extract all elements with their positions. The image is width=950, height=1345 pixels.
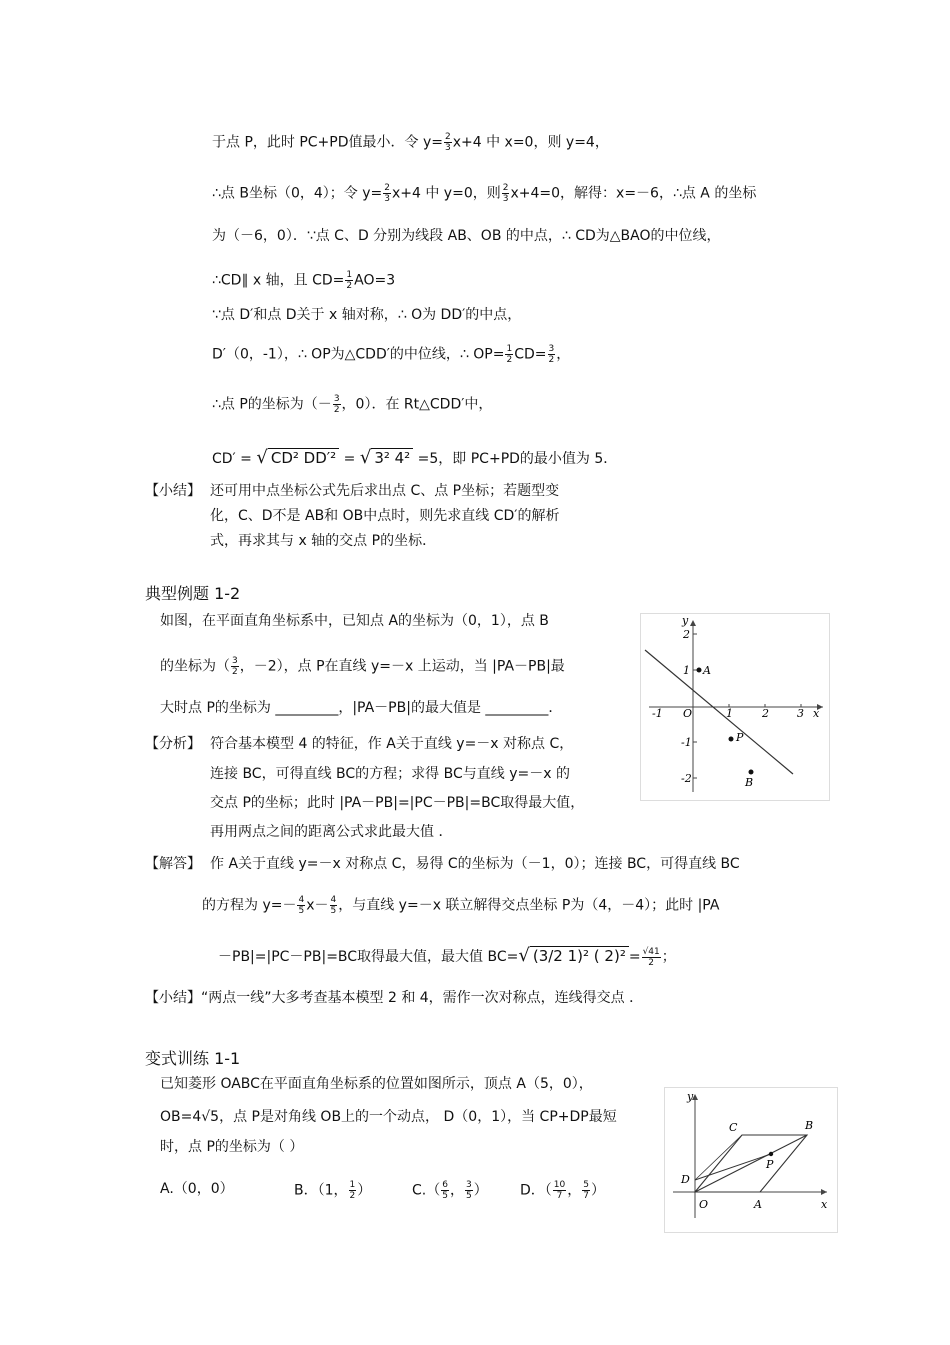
heading-variant-1-1: 变式训练 1-1 — [145, 1049, 241, 1068]
axis-label: y — [682, 614, 689, 627]
fraction: $\frac{3}{5}$ — [465, 1180, 472, 1201]
segment-dp — [695, 1154, 771, 1180]
variant-question-line-1: 已知菱形 OABC在平面直角坐标系的位置如图所示，顶点 A（5，0）， — [160, 1076, 593, 1092]
x-axis-arrow — [821, 1189, 827, 1195]
point-b — [749, 770, 754, 775]
rhombus-figure — [664, 1087, 838, 1233]
axis-label: x — [813, 707, 820, 720]
point-a — [697, 668, 702, 673]
question-line-2: 的坐标为（ $\frac{3}{2}$ ，－2），点 P在直线 y=－x 上运动，当 |PA－PB|最 — [160, 656, 565, 677]
summary-line-2: 化，C、D不是 AB和 OB中点时，则先求直线 CD′的解析 — [210, 508, 560, 524]
tick-label: -1 — [681, 736, 692, 749]
fraction: $\frac{4}{5}$ — [298, 895, 305, 916]
radical-sign: √ — [256, 447, 268, 468]
variant-question-line-3: 时，点 P的坐标为（ ） — [160, 1139, 304, 1155]
point-p — [729, 737, 734, 742]
fraction: $\frac{2}{3}$ — [502, 183, 509, 204]
axis-label: y — [687, 1090, 694, 1103]
solution-line-7: ∴点 P的坐标为（－ $\frac{3}{2}$ ，0）．在 Rt△CDD′中， — [212, 394, 493, 415]
tick-label: 1 — [726, 707, 733, 720]
tick-label: 3 — [797, 707, 804, 720]
answer-line-1: 作 A关于直线 y=－x 对称点 C，易得 C的坐标为（－1，0）；连接 BC，可得直线 BC — [210, 856, 740, 872]
answer-line-2: 的方程为 y=－ $\frac{4}{5}$ x－ $\frac{4}{5}$ ，与直线 y=－x 联立解得交点坐标 P为（4，－4）；此时 |PA — [202, 895, 720, 916]
summary-line-1: 还可用中点坐标公式先后求出点 C、点 P坐标；若题型变 — [210, 483, 560, 499]
solution-line-1: 于点 P，此时 PC+PD值最小．令 y= $\frac{2}{3}$ x+4 中 x=0，则 y=4， — [212, 132, 609, 153]
analysis-line-2: 连接 BC，可得直线 BC的方程；求得 BC与直线 y=－x 的 — [210, 766, 570, 782]
fraction: $\frac{3}{2}$ — [232, 656, 238, 677]
fraction: $\frac{5}{7}$ — [583, 1180, 589, 1201]
fraction: $\frac{√41}{2}$ — [642, 946, 660, 968]
radicand: CD² DD′² — [268, 448, 339, 467]
fraction: $\frac{3}{2}$ — [333, 394, 340, 415]
solution-line-8: CD′ = √ CD² DD′² = √ 3² 4² =5，即 PC+PD的最小值为 5． — [212, 447, 618, 468]
summary-line-3: 式，再求其与 x 轴的交点 P的坐标． — [210, 533, 437, 549]
fraction: $\frac{1}{2}$ — [346, 270, 353, 291]
segment-cd — [695, 1135, 742, 1180]
point-label: O — [699, 1198, 709, 1211]
analysis-line-3: 交点 P的坐标；此时 |PA－PB|=|PC－PB|=BC取得最大值， — [210, 795, 585, 811]
radicand: (3/2 1)² ( 2)² — [530, 946, 629, 965]
option-b: B．（1， $\frac{1}{2}$ ） — [294, 1180, 372, 1201]
option-d: D．（ $\frac{10}{7}$ ， $\frac{5}{7}$ ） — [520, 1180, 605, 1201]
question-line-1: 如图，在平面直角坐标系中，已知点 A的坐标为（0，1），点 B — [160, 613, 549, 629]
radical-sign: √ — [359, 447, 372, 468]
fraction: $\frac{2}{3}$ — [444, 132, 451, 153]
solution-line-5: ∵点 D′和点 D关于 x 轴对称，∴ O为 DD′的中点， — [212, 307, 522, 323]
point-label: D — [681, 1173, 690, 1186]
figure-1-svg — [641, 614, 829, 800]
answer-line-3: －PB|=|PC－PB|=BC取得最大值，最大值 BC=√ (3/2 1)² ( 2)² = $\frac{√41}{2}$ ； — [218, 945, 676, 968]
tick-label: -1 — [652, 707, 663, 720]
point-label: A — [703, 664, 711, 677]
line-y-neg-x — [645, 650, 793, 774]
point-label: B — [745, 776, 754, 789]
fraction: $\frac{1}{2}$ — [506, 344, 513, 365]
solution-line-3: 为（－6，0）．∵点 C、D 分别为线段 AB、OB 的中点，∴ CD为△BAO的中位线， — [212, 228, 721, 244]
point-label: A — [754, 1198, 762, 1211]
point-label: B — [805, 1119, 814, 1132]
solution-line-6: D′（0，-1），∴ OP为△CDD′的中位线，∴ OP= $\frac{1}{2}$ CD= $\frac{3}{2}$ ， — [212, 344, 571, 365]
tick-label: -2 — [681, 772, 692, 785]
point-label: C — [729, 1121, 738, 1134]
option-a: A.（0，0） — [160, 1181, 234, 1197]
analysis-line-1: 符合基本模型 4 的特征，作 A关于直线 y=－x 对称点 C， — [210, 736, 574, 752]
question-line-3: 大时点 P的坐标为 _________，|PA－PB|的最大值是 _________． — [160, 700, 563, 716]
heading-example-1-2: 典型例题 1-2 — [145, 584, 241, 603]
tick-label: 2 — [683, 628, 690, 641]
y-axis-arrow — [690, 620, 696, 626]
point-p — [769, 1152, 773, 1156]
figure-2-svg — [665, 1088, 837, 1232]
solution-line-4: ∴CD∥ x 轴，且 CD= $\frac{1}{2}$ AO=3 — [212, 270, 396, 291]
summary-tag: 【小结】 — [145, 483, 201, 499]
analysis-line-4: 再用两点之间的距离公式求此最大值 ． — [210, 824, 453, 840]
radicand: 3² 4² — [371, 448, 413, 467]
point-label: P — [736, 731, 744, 744]
fraction: $\frac{4}{5}$ — [330, 895, 337, 916]
solution-line-2: ∴点 B坐标（0，4）；令 y= $\frac{2}{3}$ x+4 中 y=0，则 $\frac{2}{3}$ x+4=0，解得：x=－6，∴点 A 的坐标 — [212, 183, 757, 204]
point-label: P — [766, 1158, 774, 1171]
radical-sign: √ — [518, 945, 530, 966]
fraction: $\frac{10}{7}$ — [553, 1180, 566, 1201]
tick-label: 1 — [683, 664, 690, 677]
tick-label: 2 — [762, 707, 769, 720]
option-c: C.（ $\frac{6}{5}$ ， $\frac{3}{5}$ ） — [412, 1180, 488, 1201]
answer-tag: 【解答】 — [145, 856, 201, 872]
axis-label: x — [821, 1198, 828, 1211]
tick-label: O — [683, 707, 693, 720]
fraction: $\frac{1}{2}$ — [349, 1180, 356, 1201]
fraction: $\frac{2}{3}$ — [384, 183, 390, 204]
coordinate-figure-1 — [640, 613, 830, 801]
analysis-tag: 【分析】 — [145, 736, 201, 752]
fraction: $\frac{6}{5}$ — [442, 1180, 448, 1201]
fraction: $\frac{3}{2}$ — [548, 344, 555, 365]
variant-question-line-2: OB=4√5，点 P是对角线 OB上的一个动点， D（0，1），当 CP+DP最短 — [160, 1109, 617, 1125]
summary-line: 【小结】“两点一线”大多考查基本模型 2 和 4，需作一次对称点，连线得交点 ． — [145, 990, 644, 1006]
